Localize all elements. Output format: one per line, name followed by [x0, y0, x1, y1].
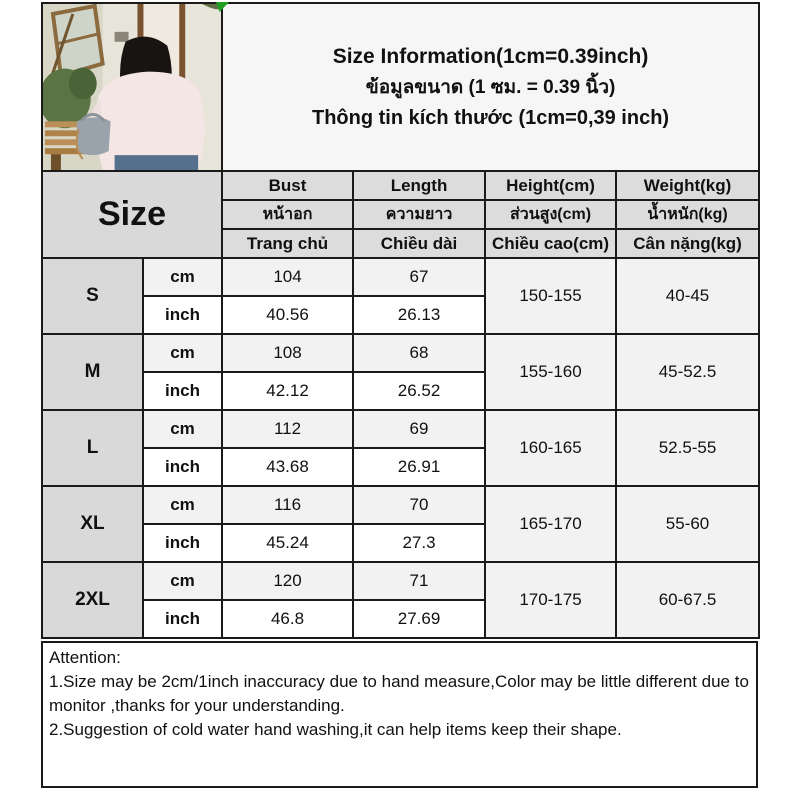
col-header-height-th: ส่วนสูง(cm) — [485, 200, 616, 229]
table-row-l-cm — [42, 410, 759, 448]
window-open — [51, 6, 103, 79]
col-header-length-en: Length — [353, 171, 485, 200]
col-header-bust-th: หน้าอก — [222, 200, 353, 229]
col-header-height-en: Height(cm) — [485, 171, 616, 200]
length-cm-m: 68 — [353, 334, 485, 372]
weight-xl: 55-60 — [616, 486, 759, 562]
weight-l: 52.5-55 — [616, 410, 759, 486]
unit-cm: cm — [143, 258, 222, 296]
length-cm-s: 67 — [353, 258, 485, 296]
unit-cm: cm — [143, 410, 222, 448]
bust-cm-2xl: 120 — [222, 562, 353, 600]
unit-inch: inch — [143, 296, 222, 334]
length-cm-xl: 70 — [353, 486, 485, 524]
top-band — [42, 3, 759, 171]
bust-inch-l: 43.68 — [222, 448, 353, 486]
table-row-s-cm — [42, 258, 759, 296]
size-label-xl: XL — [42, 486, 143, 562]
weight-m: 45-52.5 — [616, 334, 759, 410]
unit-cm: cm — [143, 562, 222, 600]
attention-heading: Attention: — [49, 648, 121, 667]
weight-s: 40-45 — [616, 258, 759, 334]
col-header-bust-vi: Trang chủ — [222, 229, 353, 258]
length-inch-m: 26.52 — [353, 372, 485, 410]
bust-cm-l: 112 — [222, 410, 353, 448]
col-header-weight-vi: Cân nặng(kg) — [616, 229, 759, 258]
wall-sign — [115, 32, 129, 42]
size-label-s: S — [42, 258, 143, 334]
bust-cm-m: 108 — [222, 334, 353, 372]
height-l: 160-165 — [485, 410, 616, 486]
table-row-m-cm — [42, 334, 759, 372]
blue-jeans — [115, 155, 199, 170]
bust-cm-s: 104 — [222, 258, 353, 296]
size-label-l: L — [42, 410, 143, 486]
table-row-xl-cm — [42, 486, 759, 524]
col-header-weight-th: น้ำหนัก(kg) — [616, 200, 759, 229]
attention-line-2: 2.Suggestion of cold water hand washing,it can help items keep their shape. — [49, 720, 622, 740]
length-inch-2xl: 27.69 — [353, 600, 485, 638]
unit-inch: inch — [143, 524, 222, 562]
length-cm-2xl: 71 — [353, 562, 485, 600]
size-header-cell: Size — [42, 171, 222, 258]
height-2xl: 170-175 — [485, 562, 616, 638]
col-header-height-vi: Chiều cao(cm) — [485, 229, 616, 258]
length-cm-l: 69 — [353, 410, 485, 448]
title-vietnamese: Thông tin kích thước (1cm=0,39 inch) — [311, 106, 670, 129]
table-row-2xl-cm — [42, 562, 759, 600]
bust-inch-s: 40.56 — [222, 296, 353, 334]
size-table — [41, 2, 760, 639]
unit-cm: cm — [143, 334, 222, 372]
bust-inch-xl: 45.24 — [222, 524, 353, 562]
height-m: 155-160 — [485, 334, 616, 410]
gray-handbag — [77, 114, 111, 159]
header-row-en — [42, 171, 759, 200]
unit-inch: inch — [143, 372, 222, 410]
col-header-bust-en: Bust — [222, 171, 353, 200]
length-inch-l: 26.91 — [353, 448, 485, 486]
unit-inch: inch — [143, 600, 222, 638]
title-panel — [222, 3, 759, 171]
title-english: Size Information(1cm=0.39inch) — [332, 44, 649, 68]
height-xl: 165-170 — [485, 486, 616, 562]
attention-note — [41, 641, 758, 788]
col-header-length-vi: Chiều dài — [353, 229, 485, 258]
col-header-length-th: ความยาว — [353, 200, 485, 229]
size-label-2xl: 2XL — [42, 562, 143, 638]
title-thai: ข้อมูลขนาด (1 ซม. = 0.39 นิ้ว) — [365, 77, 616, 99]
model-photo — [42, 3, 222, 171]
unit-inch: inch — [143, 448, 222, 486]
bust-inch-2xl: 46.8 — [222, 600, 353, 638]
length-inch-xl: 27.3 — [353, 524, 485, 562]
unit-cm: cm — [143, 486, 222, 524]
length-inch-s: 26.13 — [353, 296, 485, 334]
size-label-m: M — [42, 334, 143, 410]
weight-2xl: 60-67.5 — [616, 562, 759, 638]
height-s: 150-155 — [485, 258, 616, 334]
col-header-weight-en: Weight(kg) — [616, 171, 759, 200]
attention-line-1: 1.Size may be 2cm/1inch inaccuracy due to hand measure,Color may be little different due to monitor ,thanks for your understanding. — [49, 672, 749, 716]
bust-cm-xl: 116 — [222, 486, 353, 524]
model-photo-illustration — [43, 4, 221, 170]
bust-inch-m: 42.12 — [222, 372, 353, 410]
